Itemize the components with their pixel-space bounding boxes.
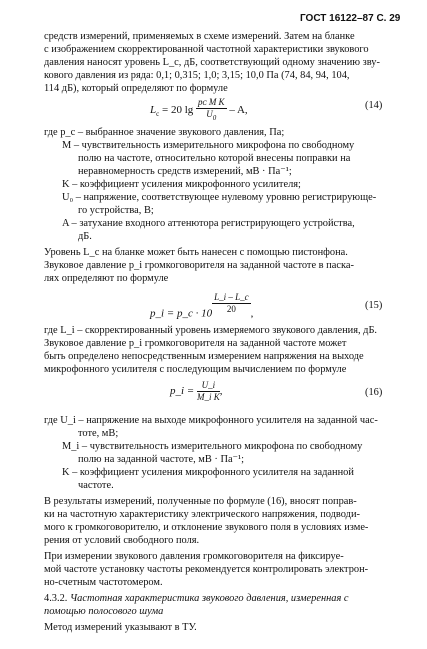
text-line: 114 дБ), который определяют по формуле <box>44 83 228 94</box>
section-heading: 4.3.2. Частотная характеристика звукового давления, измеренная с <box>44 593 349 604</box>
text-line: лях определяют по формуле <box>44 273 169 284</box>
text-line: рения от условий свободного поля. <box>44 535 200 546</box>
def-line: U₀ – напряжение, соответствующее нулевому уровню регистрирующе- <box>62 192 377 203</box>
text-line: кового давления из ряда: 0,1; 0,315; 1,0; 3,15; 10,0 Па (74, 84, 94, 104, <box>44 70 350 81</box>
text-line: Уровень L_c на бланке может быть нанесен с помощью пистонфона. <box>44 247 348 258</box>
text-line: быть определено непосредственным измерением напряжения на выходе <box>44 351 364 362</box>
equation-number-15: (15) <box>365 300 383 311</box>
def-line: M_i – чувствительность измерительного микрофона по свободному <box>62 441 363 452</box>
text-line: Звуковое давление p_i громкоговорителя на заданной частоте в паска- <box>44 260 354 271</box>
def-line: полю на частоте, относительно которой внесены поправки на <box>78 153 351 164</box>
def-line: K – коэффициент усиления микрофонного усилителя на заданной <box>62 467 354 478</box>
equation-number-14: (14) <box>365 100 383 111</box>
text-line: В результаты измерений, полученные по формуле (16), вносят поправ- <box>44 496 357 507</box>
formula-14: $L_c = 20$ lg $\frac{\text{pᴄ M K}}{U_0}$ – A, <box>150 97 248 122</box>
section-heading-cont: помощью полосового шума <box>44 606 164 617</box>
formula-14-fraction: $\frac{\text{pᴄ M K}}{U_0}$ <box>198 97 225 122</box>
text-line: с изображением скорректированной частотной характеристики звукового <box>44 44 369 55</box>
def-line: го устройства, В; <box>78 205 154 216</box>
text-line: Метод измерений указывают в ТУ. <box>44 622 197 633</box>
def-line: M – чувствительность измерительного микрофона по свободному <box>62 140 355 151</box>
text-line: Звуковое давление p_i громкоговорителя на заданной частоте может <box>44 338 347 349</box>
text-line: но-счетным частотомером. <box>44 577 163 588</box>
def-line: где p_c – выбранное значение звукового давления, Па; <box>44 127 285 138</box>
text-line: давления наносят уровень L_c, дБ, соответствующий одному значению зву- <box>44 57 380 68</box>
text-line: ки на частотную характеристику электрического напряжения, подводи- <box>44 509 360 520</box>
text-line: При измерении звукового давления громкоговорителя на фиксируе- <box>44 551 344 562</box>
def-line: A – затухание входного аттенютора регистрирующего устройства, <box>62 218 355 229</box>
equation-number-16: (16) <box>365 387 383 398</box>
formula-16: p_i = $\frac{U\_i}{\text{M\_i K}}$ , <box>170 380 223 402</box>
def-line: где U_i – напряжение на выходе микрофонного усилителя на заданной час- <box>44 415 378 426</box>
formula-15: p_i = p_c · 10 $\frac{L\_i - L\_c}{20}$ , <box>150 292 254 320</box>
def-line: тоте, мВ; <box>78 428 119 439</box>
def-line: полю на заданной частоте, мВ · Па⁻¹; <box>78 454 245 465</box>
text-line: мого к громкоговорителю, и отклонение звукового поля в условиях изме- <box>44 522 369 533</box>
def-line: неравномерность средств измерений, мВ · Па⁻¹; <box>78 166 292 177</box>
def-line: дБ. <box>78 231 92 242</box>
page-header: ГОСТ 16122–87 С. 29 <box>300 13 401 24</box>
text-line: где L_i – скорректированный уровень измеряемого звукового давления, дБ. <box>44 325 378 336</box>
text-line: мой частоте установку частоты рекомендуется контролировать электрон- <box>44 564 369 575</box>
def-line: частоте. <box>78 480 114 491</box>
text-line: средств измерений, применяемых в схеме измерений. Затем на бланке <box>44 31 355 42</box>
text-line: микрофонного усилителя с последующим вычислением по формуле <box>44 364 347 375</box>
def-line: K – коэффициент усиления микрофонного усилителя; <box>62 179 301 190</box>
